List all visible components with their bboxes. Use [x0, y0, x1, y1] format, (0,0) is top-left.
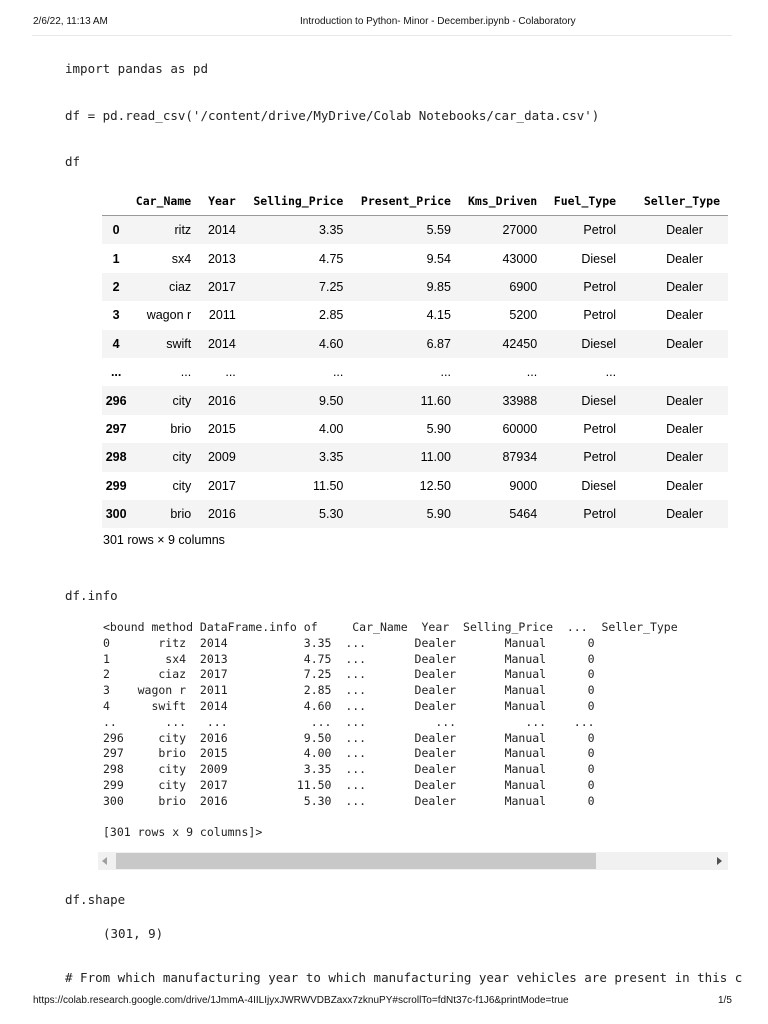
table-cell: 2009	[199, 443, 244, 471]
table-cell: wagon r	[146, 308, 192, 323]
table-cell: 6.87	[351, 330, 459, 358]
table-cell: Petrol	[583, 308, 617, 323]
table-cell: 2015	[207, 421, 236, 436]
table-row	[102, 273, 728, 301]
table-cell: Diesel	[545, 330, 624, 358]
table-cell: Diesel	[581, 251, 617, 266]
column-header: Seller_Type	[624, 186, 728, 216]
table-row	[102, 244, 728, 272]
row-index: 2	[102, 273, 130, 301]
table-cell: 2014	[199, 330, 244, 358]
table-cell: Dealer	[666, 308, 703, 323]
table-cell: 11.00	[351, 443, 459, 471]
table-cell: Dealer	[624, 330, 728, 358]
code-cell-df-info[interactable]: df.info	[65, 588, 118, 603]
column-header: Present_Price	[351, 186, 459, 216]
scroll-left-icon[interactable]	[102, 857, 107, 865]
table-cell: 33988	[459, 386, 545, 414]
scrollbar-thumb[interactable]	[116, 853, 596, 869]
table-cell: 2016	[199, 500, 244, 528]
table-cell: ciaz	[130, 273, 199, 301]
table-cell: 5200	[509, 308, 538, 323]
table-row	[102, 415, 728, 443]
table-cell: Petrol	[583, 421, 617, 436]
print-url: https://colab.research.google.com/drive/1JmmA-4IILIjyxJWRWVDBZaxx7zknuPY#scrollTo=fdNt37c-f1J6&printMode=true	[33, 995, 569, 1006]
table-row	[102, 301, 728, 329]
table-cell: 5.30	[244, 500, 352, 528]
table-cell: 87934	[459, 443, 545, 471]
table-cell: Petrol	[545, 216, 624, 245]
table-cell: city	[172, 478, 192, 493]
table-cell: 2.85	[319, 308, 344, 323]
dataframe-row-count: 301 rows × 9 columns	[103, 533, 225, 547]
table-cell: Dealer	[624, 216, 728, 245]
row-index: 4	[102, 330, 130, 358]
table-row	[102, 330, 728, 358]
table-cell: 4.60	[244, 330, 352, 358]
column-header	[102, 186, 130, 216]
row-index: 3	[112, 308, 120, 323]
table-cell: 11.60	[351, 386, 459, 414]
table-cell: Dealer	[624, 386, 728, 414]
table-cell: Dealer	[666, 478, 703, 493]
table-cell: sx4	[171, 251, 192, 266]
table-cell: 5.90	[351, 500, 459, 528]
code-cell-import[interactable]: import pandas as pd	[65, 61, 208, 76]
table-cell: Petrol	[545, 500, 624, 528]
table-cell: ritz	[130, 216, 199, 245]
row-index: 299	[105, 478, 127, 493]
table-cell: 12.50	[419, 478, 451, 493]
table-cell: Diesel	[545, 386, 624, 414]
table-row	[102, 500, 728, 528]
print-page-number: 1/5	[718, 995, 732, 1006]
table-cell: 42450	[459, 330, 545, 358]
column-header: Selling_Price	[244, 186, 352, 216]
table-cell: 5.90	[426, 421, 451, 436]
table-cell: ...	[332, 365, 344, 380]
table-cell: Diesel	[581, 478, 617, 493]
table-cell: ...	[440, 365, 451, 380]
table-cell: swift	[130, 330, 199, 358]
table-cell: ...	[225, 365, 236, 380]
table-cell: city	[130, 386, 199, 414]
table-cell: brio	[170, 421, 192, 436]
table-cell: 60000	[502, 421, 538, 436]
df-info-output: <bound method DataFrame.info of Car_Name Year Selling_Price ... Seller_Type 0 ritz 2014 3.35 ... Dealer Manual 0 1 sx4 2013 4.75 ... Dealer Manual 0 2 ciaz 2017 7.25 ... Dealer Manual 0 3 wagon r 2011 2.85 ... Dealer Manual 0 4 swift 2014 4.60 ... Dealer Manual 0 .. ... ... ... ... ... ... ... 296 city 2016 9.50 ... Dealer Manual 0 297 brio 2015 4.00 ... Dealer Manual 0 298 city 2009 3.35 ... Dealer Manual 0 299 city 2017 11.50 ... Dealer Manual 0 300 brio 2016 5.30 ... Dealer Manual 0 [301 rows x 9 columns]>	[103, 620, 678, 840]
table-cell: 9.50	[244, 386, 352, 414]
table-cell: Petrol	[545, 443, 624, 471]
table-cell: brio	[130, 500, 199, 528]
row-index: 297	[105, 421, 127, 436]
table-cell: 4.15	[426, 308, 451, 323]
table-cell: 3.35	[244, 443, 352, 471]
table-cell: 7.25	[244, 273, 352, 301]
table-cell: 9.85	[351, 273, 459, 301]
row-index: 296	[102, 386, 130, 414]
table-cell: 27000	[459, 216, 545, 245]
row-index: 1	[112, 251, 120, 266]
table-row	[102, 216, 728, 245]
horizontal-scrollbar[interactable]	[98, 852, 728, 870]
scroll-right-icon[interactable]	[717, 857, 722, 865]
code-cell-read-csv[interactable]: df = pd.read_csv('/content/drive/MyDrive/Colab Notebooks/car_data.csv')	[65, 108, 600, 123]
table-cell: Dealer	[666, 251, 703, 266]
code-cell-comment[interactable]: # From which manufacturing year to which manufacturing year vehicles are present in this c	[65, 970, 743, 985]
table-cell: 2011	[208, 308, 236, 323]
table-cell: 2014	[199, 216, 244, 245]
table-cell: Dealer	[666, 421, 703, 436]
dataframe-header-row	[102, 186, 728, 216]
table-cell: 6900	[459, 273, 545, 301]
table-cell: 3.35	[244, 216, 352, 245]
table-cell: 2016	[199, 386, 244, 414]
table-cell: 5464	[459, 500, 545, 528]
print-page-title: Introduction to Python- Minor - December.ipynb - Colaboratory	[300, 16, 576, 27]
row-index: 300	[102, 500, 130, 528]
column-header: Year	[199, 186, 244, 216]
table-cell: 43000	[502, 251, 538, 266]
code-cell-df-shape[interactable]: df.shape	[65, 892, 126, 907]
table-cell: ...	[180, 365, 192, 380]
column-header: Kms_Driven	[459, 186, 545, 216]
table-cell: city	[130, 443, 199, 471]
table-cell: 4.75	[319, 251, 344, 266]
table-cell: 9000	[509, 478, 538, 493]
table-row	[102, 472, 728, 500]
df-shape-output: (301, 9)	[103, 926, 164, 941]
table-cell	[624, 358, 728, 386]
table-cell: Dealer	[624, 500, 728, 528]
table-cell: 5.59	[351, 216, 459, 245]
code-cell-df[interactable]: df	[65, 154, 81, 169]
table-cell: Petrol	[545, 273, 624, 301]
column-header: Fuel_Type	[545, 186, 624, 216]
header-divider	[32, 35, 732, 36]
row-index: 298	[102, 443, 130, 471]
dataframe-output	[102, 186, 728, 528]
table-row	[102, 386, 728, 414]
table-cell: ...	[605, 365, 617, 380]
table-cell: 4.00	[319, 421, 344, 436]
table-cell: 2017	[199, 273, 244, 301]
table-cell: ...	[526, 365, 538, 380]
print-datetime: 2/6/22, 11:13 AM	[33, 16, 108, 27]
row-index: ...	[110, 365, 122, 380]
table-row	[102, 443, 728, 471]
row-index: 0	[102, 216, 130, 245]
table-cell: Dealer	[624, 443, 728, 471]
table-cell: 2017	[207, 478, 236, 493]
table-cell: 9.54	[426, 251, 451, 266]
table-row	[102, 358, 728, 386]
table-cell: 11.50	[313, 478, 344, 493]
table-cell: Dealer	[624, 273, 728, 301]
column-header: Car_Name	[130, 186, 199, 216]
table-cell: 2013	[207, 251, 236, 266]
